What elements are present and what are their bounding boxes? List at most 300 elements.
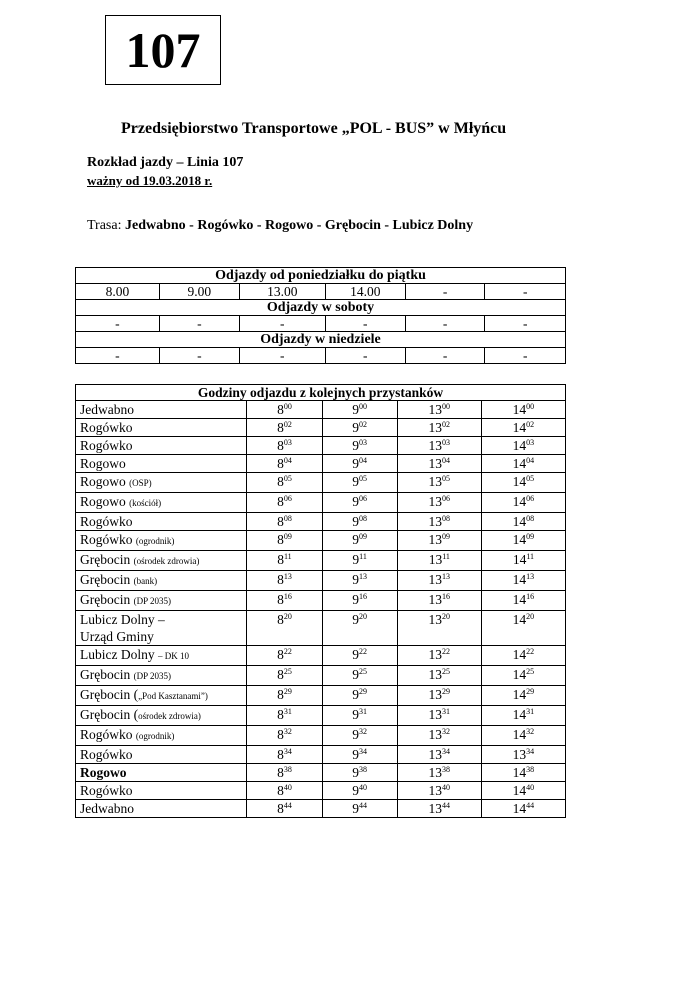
stop-name (76, 764, 247, 782)
weekdays-cell: 8.00 (76, 284, 160, 300)
departure-time (247, 551, 322, 571)
time-minute: 08 (526, 514, 535, 523)
time-hour: 13 (428, 514, 443, 529)
departures-table (75, 267, 566, 364)
valid-from: ważny od 19.03.2018 r. (87, 173, 213, 188)
saturday-cell: - (76, 316, 160, 332)
departure-time (322, 551, 397, 571)
departure-time (322, 531, 397, 551)
departure-time (247, 419, 322, 437)
stop-name (76, 473, 247, 493)
time-minute: 00 (442, 402, 451, 411)
time-minute: 03 (359, 438, 368, 447)
time-minute: 38 (526, 765, 535, 774)
departure-time (397, 571, 481, 591)
stop-note: (bank) (133, 576, 158, 586)
time-hour: 9 (352, 801, 360, 816)
time-hour: 9 (352, 456, 360, 471)
departure-time (397, 455, 481, 473)
table-row (76, 782, 566, 800)
time-minute: 13 (526, 572, 535, 581)
time-hour: 9 (352, 747, 360, 762)
time-minute: 06 (526, 494, 535, 503)
departure-time (481, 611, 565, 646)
departure-time (481, 419, 565, 437)
time-hour: 13 (428, 592, 443, 607)
departure-time (481, 764, 565, 782)
departure-time (247, 611, 322, 646)
line-number-box (105, 15, 221, 85)
stop-name (76, 401, 247, 419)
time-minute: 04 (526, 456, 535, 465)
table-row (76, 746, 566, 764)
time-hour: 13 (428, 420, 443, 435)
time-hour: 13 (428, 783, 443, 798)
departure-time (397, 513, 481, 531)
stops-table (75, 384, 566, 818)
stop-note: (DP 2035) (133, 596, 172, 606)
time-hour: 8 (277, 801, 284, 816)
weekdays-cell: - (405, 284, 485, 300)
table-row (76, 646, 566, 666)
departure-time (481, 800, 565, 818)
time-hour: 14 (512, 765, 527, 780)
time-minute: 02 (283, 420, 292, 429)
time-hour: 9 (352, 727, 360, 742)
route-label: Trasa: (87, 218, 125, 233)
saturday-cell: - (405, 316, 485, 332)
departure-time (247, 706, 322, 726)
saturday-cell: - (239, 316, 325, 332)
departure-time (247, 473, 322, 493)
time-hour: 9 (352, 532, 360, 547)
time-hour: 14 (512, 572, 527, 587)
stop-name-text: Jedwabno (80, 801, 134, 816)
table-row (76, 800, 566, 818)
departure-time (322, 800, 397, 818)
departure-time (397, 591, 481, 611)
time-minute: 16 (283, 592, 292, 601)
departure-time (247, 646, 322, 666)
time-hour: 13 (428, 572, 443, 587)
stop-name (76, 686, 247, 706)
table-row (76, 493, 566, 513)
time-hour: 8 (277, 765, 284, 780)
departure-time (322, 401, 397, 419)
weekdays-cell: 14.00 (325, 284, 405, 300)
time-hour: 9 (352, 707, 360, 722)
route-line (87, 218, 473, 234)
time-hour: 13 (428, 474, 443, 489)
time-hour: 14 (512, 474, 527, 489)
stop-note: (ogrodnik) (135, 536, 175, 546)
time-hour: 9 (352, 647, 360, 662)
time-minute: 40 (526, 783, 535, 792)
time-minute: 20 (442, 612, 451, 621)
time-hour: 9 (352, 592, 360, 607)
table-row (76, 726, 566, 746)
time-hour: 8 (277, 592, 284, 607)
table-row (76, 437, 566, 455)
time-minute: 22 (442, 647, 451, 656)
time-minute: 40 (359, 783, 368, 792)
time-minute: 04 (283, 456, 292, 465)
time-hour: 9 (352, 612, 360, 627)
time-hour: 9 (352, 514, 360, 529)
time-minute: 34 (359, 747, 368, 756)
time-minute: 09 (283, 532, 292, 541)
departure-time (397, 764, 481, 782)
stop-note: (OSP) (129, 478, 152, 488)
time-minute: 03 (442, 438, 451, 447)
departure-time (247, 571, 322, 591)
time-minute: 31 (283, 707, 292, 716)
sunday-cell: - (159, 348, 239, 364)
departure-time (322, 419, 397, 437)
departure-time (322, 455, 397, 473)
stop-name (76, 419, 247, 437)
time-hour: 8 (277, 687, 284, 702)
departure-time (247, 455, 322, 473)
table-row (76, 419, 566, 437)
time-minute: 38 (283, 765, 292, 774)
time-hour: 13 (428, 494, 443, 509)
time-minute: 44 (359, 801, 368, 810)
departure-time (481, 401, 565, 419)
departure-time (247, 686, 322, 706)
time-minute: 25 (526, 667, 535, 676)
stop-note: – DK 10 (157, 651, 189, 661)
time-hour: 13 (512, 747, 527, 762)
time-minute: 06 (359, 494, 368, 503)
departure-time (481, 746, 565, 764)
time-minute: 40 (442, 783, 451, 792)
departure-time (397, 746, 481, 764)
departure-time (322, 513, 397, 531)
departure-time (397, 646, 481, 666)
time-hour: 9 (352, 687, 360, 702)
time-minute: 34 (526, 747, 535, 756)
time-minute: 22 (283, 647, 292, 656)
time-minute: 20 (359, 612, 368, 621)
departure-time (481, 531, 565, 551)
time-hour: 9 (352, 474, 360, 489)
departure-time (247, 531, 322, 551)
departure-time (322, 646, 397, 666)
departure-time (247, 764, 322, 782)
time-hour: 14 (512, 801, 527, 816)
time-minute: 22 (359, 647, 368, 656)
time-hour: 13 (428, 612, 443, 627)
sunday-cell: - (325, 348, 405, 364)
stop-name (76, 706, 247, 726)
time-hour: 9 (352, 765, 360, 780)
stop-name-text: Grębocin (80, 572, 134, 587)
time-minute: 16 (526, 592, 535, 601)
time-hour: 8 (277, 647, 284, 662)
time-minute: 03 (526, 438, 535, 447)
weekdays-cell: 13.00 (239, 284, 325, 300)
time-hour: 14 (512, 402, 527, 417)
time-minute: 11 (526, 552, 535, 561)
stop-name (76, 551, 247, 571)
departure-time (322, 686, 397, 706)
time-minute: 32 (442, 727, 451, 736)
time-hour: 14 (512, 647, 527, 662)
stop-name (76, 437, 247, 455)
time-hour: 9 (352, 402, 360, 417)
table-row (76, 686, 566, 706)
stop-name-text: Rogówko (80, 514, 133, 529)
time-minute: 06 (442, 494, 451, 503)
departure-time (481, 646, 565, 666)
stop-name (76, 666, 247, 686)
time-hour: 9 (352, 667, 360, 682)
time-minute: 34 (283, 747, 292, 756)
time-hour: 8 (277, 514, 284, 529)
time-hour: 13 (428, 801, 443, 816)
time-minute: 09 (526, 532, 535, 541)
departure-time (481, 706, 565, 726)
time-minute: 16 (442, 592, 451, 601)
time-hour: 14 (512, 532, 527, 547)
time-hour: 14 (512, 438, 527, 453)
time-minute: 05 (283, 474, 292, 483)
departure-time (481, 493, 565, 513)
departure-time (397, 419, 481, 437)
time-minute: 38 (442, 765, 451, 774)
time-minute: 09 (442, 532, 451, 541)
departure-time (247, 513, 322, 531)
stop-note: (DP 2035) (133, 671, 172, 681)
time-minute: 08 (283, 514, 292, 523)
departure-time (397, 611, 481, 646)
time-minute: 40 (283, 783, 292, 792)
weekdays-row (76, 284, 566, 300)
departure-time (247, 401, 322, 419)
departure-time (481, 513, 565, 531)
departure-time (247, 800, 322, 818)
time-minute: 13 (283, 572, 292, 581)
stop-name (76, 513, 247, 531)
time-minute: 44 (526, 801, 535, 810)
departure-time (322, 706, 397, 726)
stop-name-text: Lubicz Dolny (80, 647, 158, 662)
stop-name (76, 493, 247, 513)
time-hour: 14 (512, 707, 527, 722)
table-row (76, 611, 566, 646)
table-row (76, 513, 566, 531)
stop-name (76, 455, 247, 473)
stop-note: (ogrodnik) (135, 731, 175, 741)
time-hour: 13 (428, 765, 443, 780)
stop-note: ośrodek zdrowia) (138, 711, 201, 721)
stop-name-text: Rogówko (80, 420, 133, 435)
departure-time (481, 437, 565, 455)
departure-time (322, 746, 397, 764)
departure-time (322, 437, 397, 455)
stop-name-text: Rogówko (80, 747, 133, 762)
departure-time (481, 455, 565, 473)
departure-time (247, 666, 322, 686)
stop-name-text: Grębocin (80, 667, 134, 682)
departure-time (322, 764, 397, 782)
stop-name-text: Rogówko (80, 438, 133, 453)
weekdays-cell: 9.00 (159, 284, 239, 300)
time-minute: 02 (526, 420, 535, 429)
departure-time (397, 706, 481, 726)
table-row (76, 531, 566, 551)
departure-time (397, 473, 481, 493)
saturday-title: Odjazdy w soboty (76, 300, 566, 316)
stop-name-text: Rogówko (80, 727, 136, 742)
table-row (76, 551, 566, 571)
time-minute: 09 (359, 532, 368, 541)
stop-name (76, 571, 247, 591)
time-minute: 25 (442, 667, 451, 676)
stop-name-text: Jedwabno (80, 402, 134, 417)
departure-time (397, 437, 481, 455)
stop-name (76, 782, 247, 800)
time-hour: 13 (428, 727, 443, 742)
sunday-cell: - (405, 348, 485, 364)
time-minute: 31 (442, 707, 451, 716)
time-hour: 13 (428, 438, 443, 453)
time-minute: 29 (526, 687, 535, 696)
time-hour: 14 (512, 494, 527, 509)
time-minute: 38 (359, 765, 368, 774)
time-minute: 20 (283, 612, 292, 621)
departure-time (322, 726, 397, 746)
time-minute: 04 (359, 456, 368, 465)
time-minute: 25 (283, 667, 292, 676)
departure-time (247, 782, 322, 800)
saturday-cell: - (325, 316, 405, 332)
time-minute: 11 (283, 552, 292, 561)
stop-name-text: Rogowo (80, 765, 127, 780)
time-hour: 8 (277, 494, 284, 509)
time-hour: 9 (352, 494, 360, 509)
stop-name (76, 531, 247, 551)
time-hour: 8 (277, 572, 284, 587)
time-hour: 13 (428, 707, 443, 722)
time-hour: 8 (277, 456, 284, 471)
departure-time (481, 686, 565, 706)
stop-name-text: Lubicz Dolny – Urząd Gminy (80, 612, 165, 644)
time-minute: 04 (442, 456, 451, 465)
time-hour: 8 (277, 612, 284, 627)
time-hour: 14 (512, 612, 527, 627)
time-hour: 13 (428, 402, 443, 417)
stop-name-text: Grębocin ( (80, 687, 139, 702)
stop-name-text: Rogówko (80, 532, 136, 547)
time-hour: 13 (428, 647, 443, 662)
route-value: Jedwabno - Rogówko - Rogowo - Grębocin - Lubicz Dolny (125, 218, 474, 233)
departure-time (322, 611, 397, 646)
departure-time (247, 437, 322, 455)
departure-time (397, 800, 481, 818)
time-minute: 03 (283, 438, 292, 447)
time-hour: 14 (512, 552, 527, 567)
stop-name-text: Rogowo (80, 456, 126, 471)
time-minute: 00 (359, 402, 368, 411)
time-minute: 32 (359, 727, 368, 736)
time-hour: 8 (277, 747, 284, 762)
table-row (76, 571, 566, 591)
table-row (76, 591, 566, 611)
stop-name-text: Rogowo (80, 494, 130, 509)
time-hour: 8 (277, 727, 284, 742)
departure-time (481, 551, 565, 571)
time-hour: 9 (352, 552, 360, 567)
time-minute: 02 (359, 420, 368, 429)
time-hour: 9 (352, 420, 360, 435)
table-row (76, 455, 566, 473)
time-minute: 13 (442, 572, 451, 581)
departure-time (322, 591, 397, 611)
time-hour: 14 (512, 592, 527, 607)
time-hour: 14 (512, 687, 527, 702)
time-hour: 13 (428, 687, 443, 702)
time-hour: 8 (277, 532, 284, 547)
time-minute: 32 (526, 727, 535, 736)
time-minute: 29 (442, 687, 451, 696)
time-minute: 13 (359, 572, 368, 581)
time-hour: 13 (428, 552, 443, 567)
time-hour: 13 (428, 667, 443, 682)
table-row (76, 666, 566, 686)
departure-time (247, 493, 322, 513)
time-hour: 14 (512, 420, 527, 435)
time-hour: 13 (428, 532, 443, 547)
company-name: Przedsiębiorstwo Transportowe „POL - BUS” w Młyńcu (121, 120, 507, 137)
time-hour: 8 (277, 667, 284, 682)
time-minute: 05 (526, 474, 535, 483)
time-hour: 9 (352, 572, 360, 587)
time-hour: 8 (277, 707, 284, 722)
saturday-row (76, 316, 566, 332)
time-hour: 14 (512, 456, 527, 471)
stop-name-text: Grębocin ( (80, 707, 139, 722)
departure-time (397, 686, 481, 706)
time-minute: 08 (359, 514, 368, 523)
stop-name (76, 611, 247, 646)
time-hour: 8 (277, 402, 284, 417)
time-minute: 00 (526, 402, 535, 411)
table-row (76, 706, 566, 726)
departure-time (397, 551, 481, 571)
departure-time (481, 726, 565, 746)
time-minute: 29 (283, 687, 292, 696)
sunday-cell: - (485, 348, 566, 364)
departure-time (322, 666, 397, 686)
time-hour: 13 (428, 747, 443, 762)
sunday-row (76, 348, 566, 364)
time-minute: 02 (442, 420, 451, 429)
departure-time (481, 473, 565, 493)
time-hour: 14 (512, 727, 527, 742)
time-minute: 25 (359, 667, 368, 676)
stop-note: (ośrodek zdrowia) (133, 556, 200, 566)
time-minute: 20 (526, 612, 535, 621)
time-minute: 44 (442, 801, 451, 810)
departure-time (397, 531, 481, 551)
time-hour: 9 (352, 438, 360, 453)
stop-name (76, 646, 247, 666)
stop-name-text: Grębocin (80, 552, 134, 567)
time-minute: 08 (442, 514, 451, 523)
saturday-cell: - (485, 316, 566, 332)
